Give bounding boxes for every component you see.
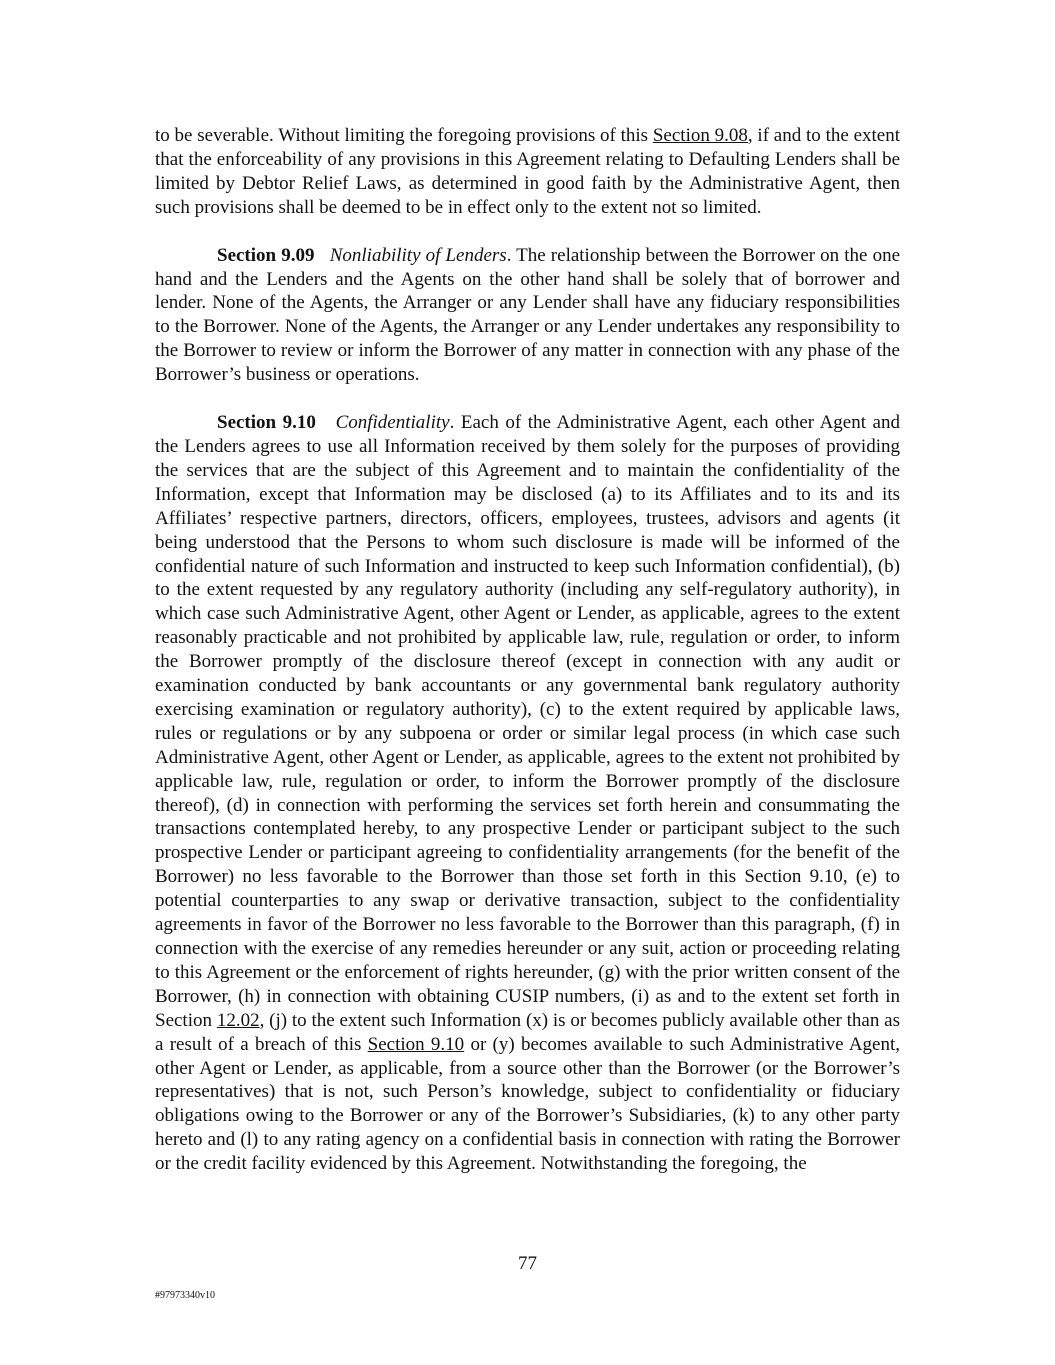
page-number: 77 xyxy=(518,1253,537,1274)
section-title: Confidentiality xyxy=(335,412,450,434)
section-number: Section 9.09 xyxy=(217,244,315,266)
section-reference-9-10: Section 9.10 xyxy=(367,1033,465,1055)
section-9-09-paragraph xyxy=(155,244,900,387)
paragraph-text: to be severable. Without limiting the foregoing provisions of this xyxy=(155,125,653,146)
document-id: #97973340v10 xyxy=(155,1290,215,1301)
paragraph-severability xyxy=(155,124,900,220)
document-body xyxy=(155,124,900,1176)
section-number: Section 9.10 xyxy=(217,412,316,434)
paragraph-text: , if and to the extent that the enforceability of any provisions in this Agreement relating to Defaulting Lenders shall be limited by Debtor Relief Laws, as determined in good faith by the Administrative Agent, then such provisions shall be deemed to be in effect only to the extent not so limited. xyxy=(155,125,900,218)
paragraph-text: or (y) becomes available to such Administrative Agent, other Agent or Lender, as applicable, from a source other than the Borrower (or the Borrower’s representatives) that is not, such Person’s knowledge, subject to confidentiality or fiduciary obligations owing to the Borrower or any of the Borrower’s Subsidiaries, (k) to any other party hereto and (l) to any rating agency on a confidential basis in connection with rating the Borrower or the credit facility evidenced by this Agreement. Notwithstanding the foregoing, the xyxy=(155,1033,901,1175)
section-title: Nonliability of Lenders xyxy=(329,244,507,266)
section-9-10-paragraph xyxy=(155,411,900,1176)
paragraph-text: . The relationship between the Borrower on the one hand and the Lenders and the Agents on the other hand shall be solely that of borrower and lender. None of the Agents, the Arranger or any Lender shall have any fiduciary responsibilities to the Borrower. None of the Agents, the Arranger or any Lender undertakes any responsibility to the Borrower to review or inform the Borrower of any matter in connection with any phase of the Borrower’s business or operations. xyxy=(155,244,901,386)
section-reference-12-02: 12.02 xyxy=(216,1009,260,1031)
paragraph-text: , (j) to the extent such Information (x) is or becomes publicly available other than as a result of a breach of this xyxy=(155,1009,900,1055)
section-reference-9-08: Section 9.08 xyxy=(652,125,748,146)
paragraph-text: . Each of the Administrative Agent, each other Agent and the Lenders agrees to use all Information received by them solely for the purposes of providing the services that are the subject of this Agreement and to maintain the confidentiality of the Information, except that Information may be disclosed (a) to its Affiliates and to its and its Affiliates’ respective partners, directors, officers, employees, trustees, advisors and agents (it being understood that the Persons to whom such disclosure is made will be informed of the confidential nature of such Information and instructed to keep such Information confidential), (b) to the extent requested by any regulatory authority (including any self-regulatory authority), in which case such Administrative Agent, other Agent or Lender, as applicable, agrees to the extent reasonably practicable and not prohibited by applicable law, rule, regulation or order, to inform the Borrower promptly of the disclosure thereof (except in connection with any audit or examination conducted by bank accountants or any governmental bank regulatory authority exercising examination or regulatory authority), (c) to the extent required by applicable laws, rules or regulations or by any subpoena or order or similar legal process (in which case such Administrative Agent, other Agent or Lender, as applicable, agrees to the extent not prohibited by applicable law, rule, regulation or order, to inform the Borrower promptly of the disclosure thereof), (d) in connection with performing the services set forth herein and consummating the transactions contemplated hereby, to any prospective Lender or participant subject to the such prospective Lender or participant agreeing to confidentiality arrangements (for the benefit of the Borrower) no less favorable to the Borrower than those set forth in this Section 9.10, (e) to potential counterparties to any swap or derivative transaction, subject to the confidentiality agreements in favor of the Borrower no less favorable to the Borrower than this paragraph, (f) in connection with the exercise of any remedies hereunder or any suit, action or proceeding relating to this Agreement or the enforcement of rights hereunder, (g) with the prior written consent of the Borrower, (h) in connection with obtaining CUSIP numbers, (i) as and to the extent set forth in Section xyxy=(155,412,900,1031)
